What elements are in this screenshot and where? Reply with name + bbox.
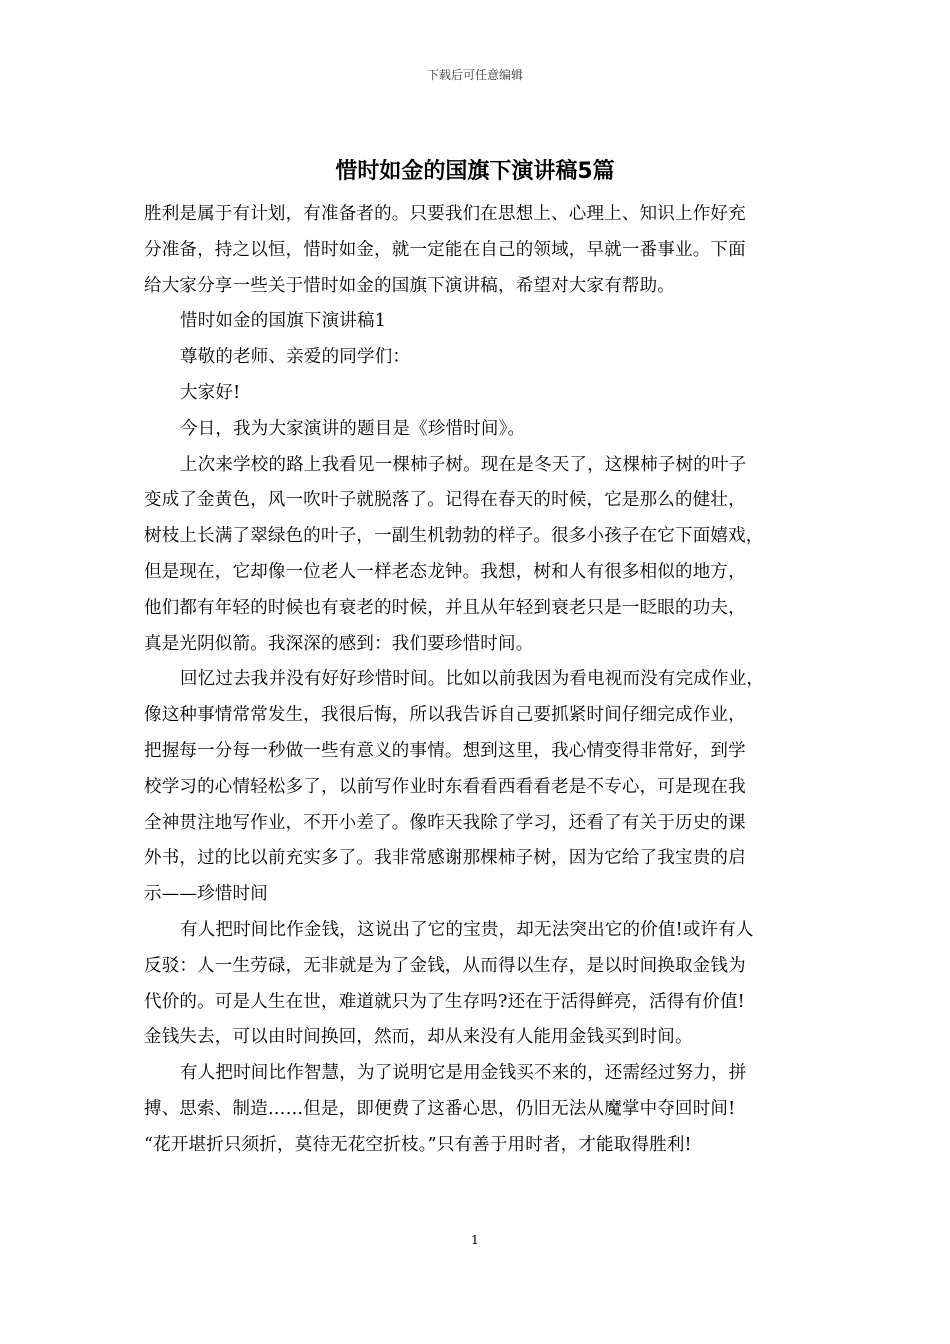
text-line: 树枝上长满了翠绿色的叶子，一副生机勃勃的样子。很多小孩子在它下面嬉戏， [144, 526, 764, 547]
text-line: 像这种事情常常发生，我很后悔，所以我告诉自己要抓紧时间仔细完成作业， [144, 705, 746, 726]
page-number: 1 [471, 1233, 479, 1247]
text-line: 示——珍惜时间 [144, 884, 268, 905]
text-line: 他们都有年轻的时候也有衰老的时候，并且从年轻到衰老只是一眨眼的功夫， [144, 597, 746, 618]
text-line: 给大家分享一些关于惜时如金的国旗下演讲稿，希望对大家有帮助。 [144, 275, 675, 296]
text-line: 尊敬的老师、亲爱的同学们： [180, 347, 411, 368]
text-line: 回忆过去我并没有好好珍惜时间。比如以前我因为看电视而没有完成作业， [180, 669, 765, 690]
text-line: 上次来学校的路上我看见一棵柿子树。现在是冬天了，这棵柿子树的叶子 [180, 454, 747, 475]
text-line: 今日，我为大家演讲的题目是《珍惜时间》。 [180, 418, 526, 439]
text-line: 全神贯注地写作业，不开小差了。像昨天我除了学习，还看了有关于历史的课 [144, 812, 746, 833]
text-line: 大家好! [180, 382, 241, 403]
text-line: 反驳：人一生劳碌，无非就是为了金钱，从而得以生存，是以时间换取金钱为 [144, 955, 746, 976]
text-line: 有人把时间比作智慧，为了说明它是用金钱买不来的，还需经过努力，拼 [180, 1063, 747, 1084]
text-line: 但是现在，它却像一位老人一样老态龙钟。我想，树和人有很多相似的地方， [144, 561, 746, 582]
page-header: 下载后可任意编辑 [426, 68, 523, 82]
document-body [144, 197, 816, 1164]
text-line: 有人把时间比作金钱，这说出了它的宝贵，却无法突出它的价值!或许有人 [180, 919, 754, 940]
text-line: 把握每一分每一秒做一些有意义的事情。想到这里，我心情变得非常好，到学 [144, 740, 746, 761]
text-line: 外书，过的比以前充实多了。我非常感谢那棵柿子树，因为它给了我宝贵的启 [144, 848, 746, 869]
text-line: 代价的。可是人生在世，难道就只为了生存吗?还在于活得鲜亮，活得有价值! [144, 991, 745, 1012]
text-line: 变成了金黄色，风一吹叶子就脱落了。记得在春天的时候，它是那么的健壮， [144, 490, 746, 511]
text-line: 胜利是属于有计划，有准备者的。只要我们在思想上、心理上、知识上作好充 [144, 204, 746, 224]
text-line: 分准备，持之以恒，惜时如金，就一定能在自己的领域，早就一番事业。下面 [144, 239, 746, 260]
document-title: 惜时如金的国旗下演讲稿5篇 [335, 159, 615, 184]
text-line: 校学习的心情轻松多了，以前写作业时东看看西看看老是不专心，可是现在我 [144, 776, 746, 797]
text-line: 惜时如金的国旗下演讲稿1 [180, 311, 387, 332]
text-line: 搏、思索、制造……但是，即便费了这番心思，仍旧无法从魔掌中夺回时间! [144, 1098, 736, 1119]
text-line: 金钱失去，可以由时间换回，然而，却从来没有人能用金钱买到时间。 [144, 1027, 693, 1048]
text-line: 真是光阴似箭。我深深的感到：我们要珍惜时间。 [144, 633, 534, 654]
text-line: “花开堪折只须折，莫待无花空折枝。”只有善于用时者，才能取得胜利! [144, 1134, 692, 1155]
